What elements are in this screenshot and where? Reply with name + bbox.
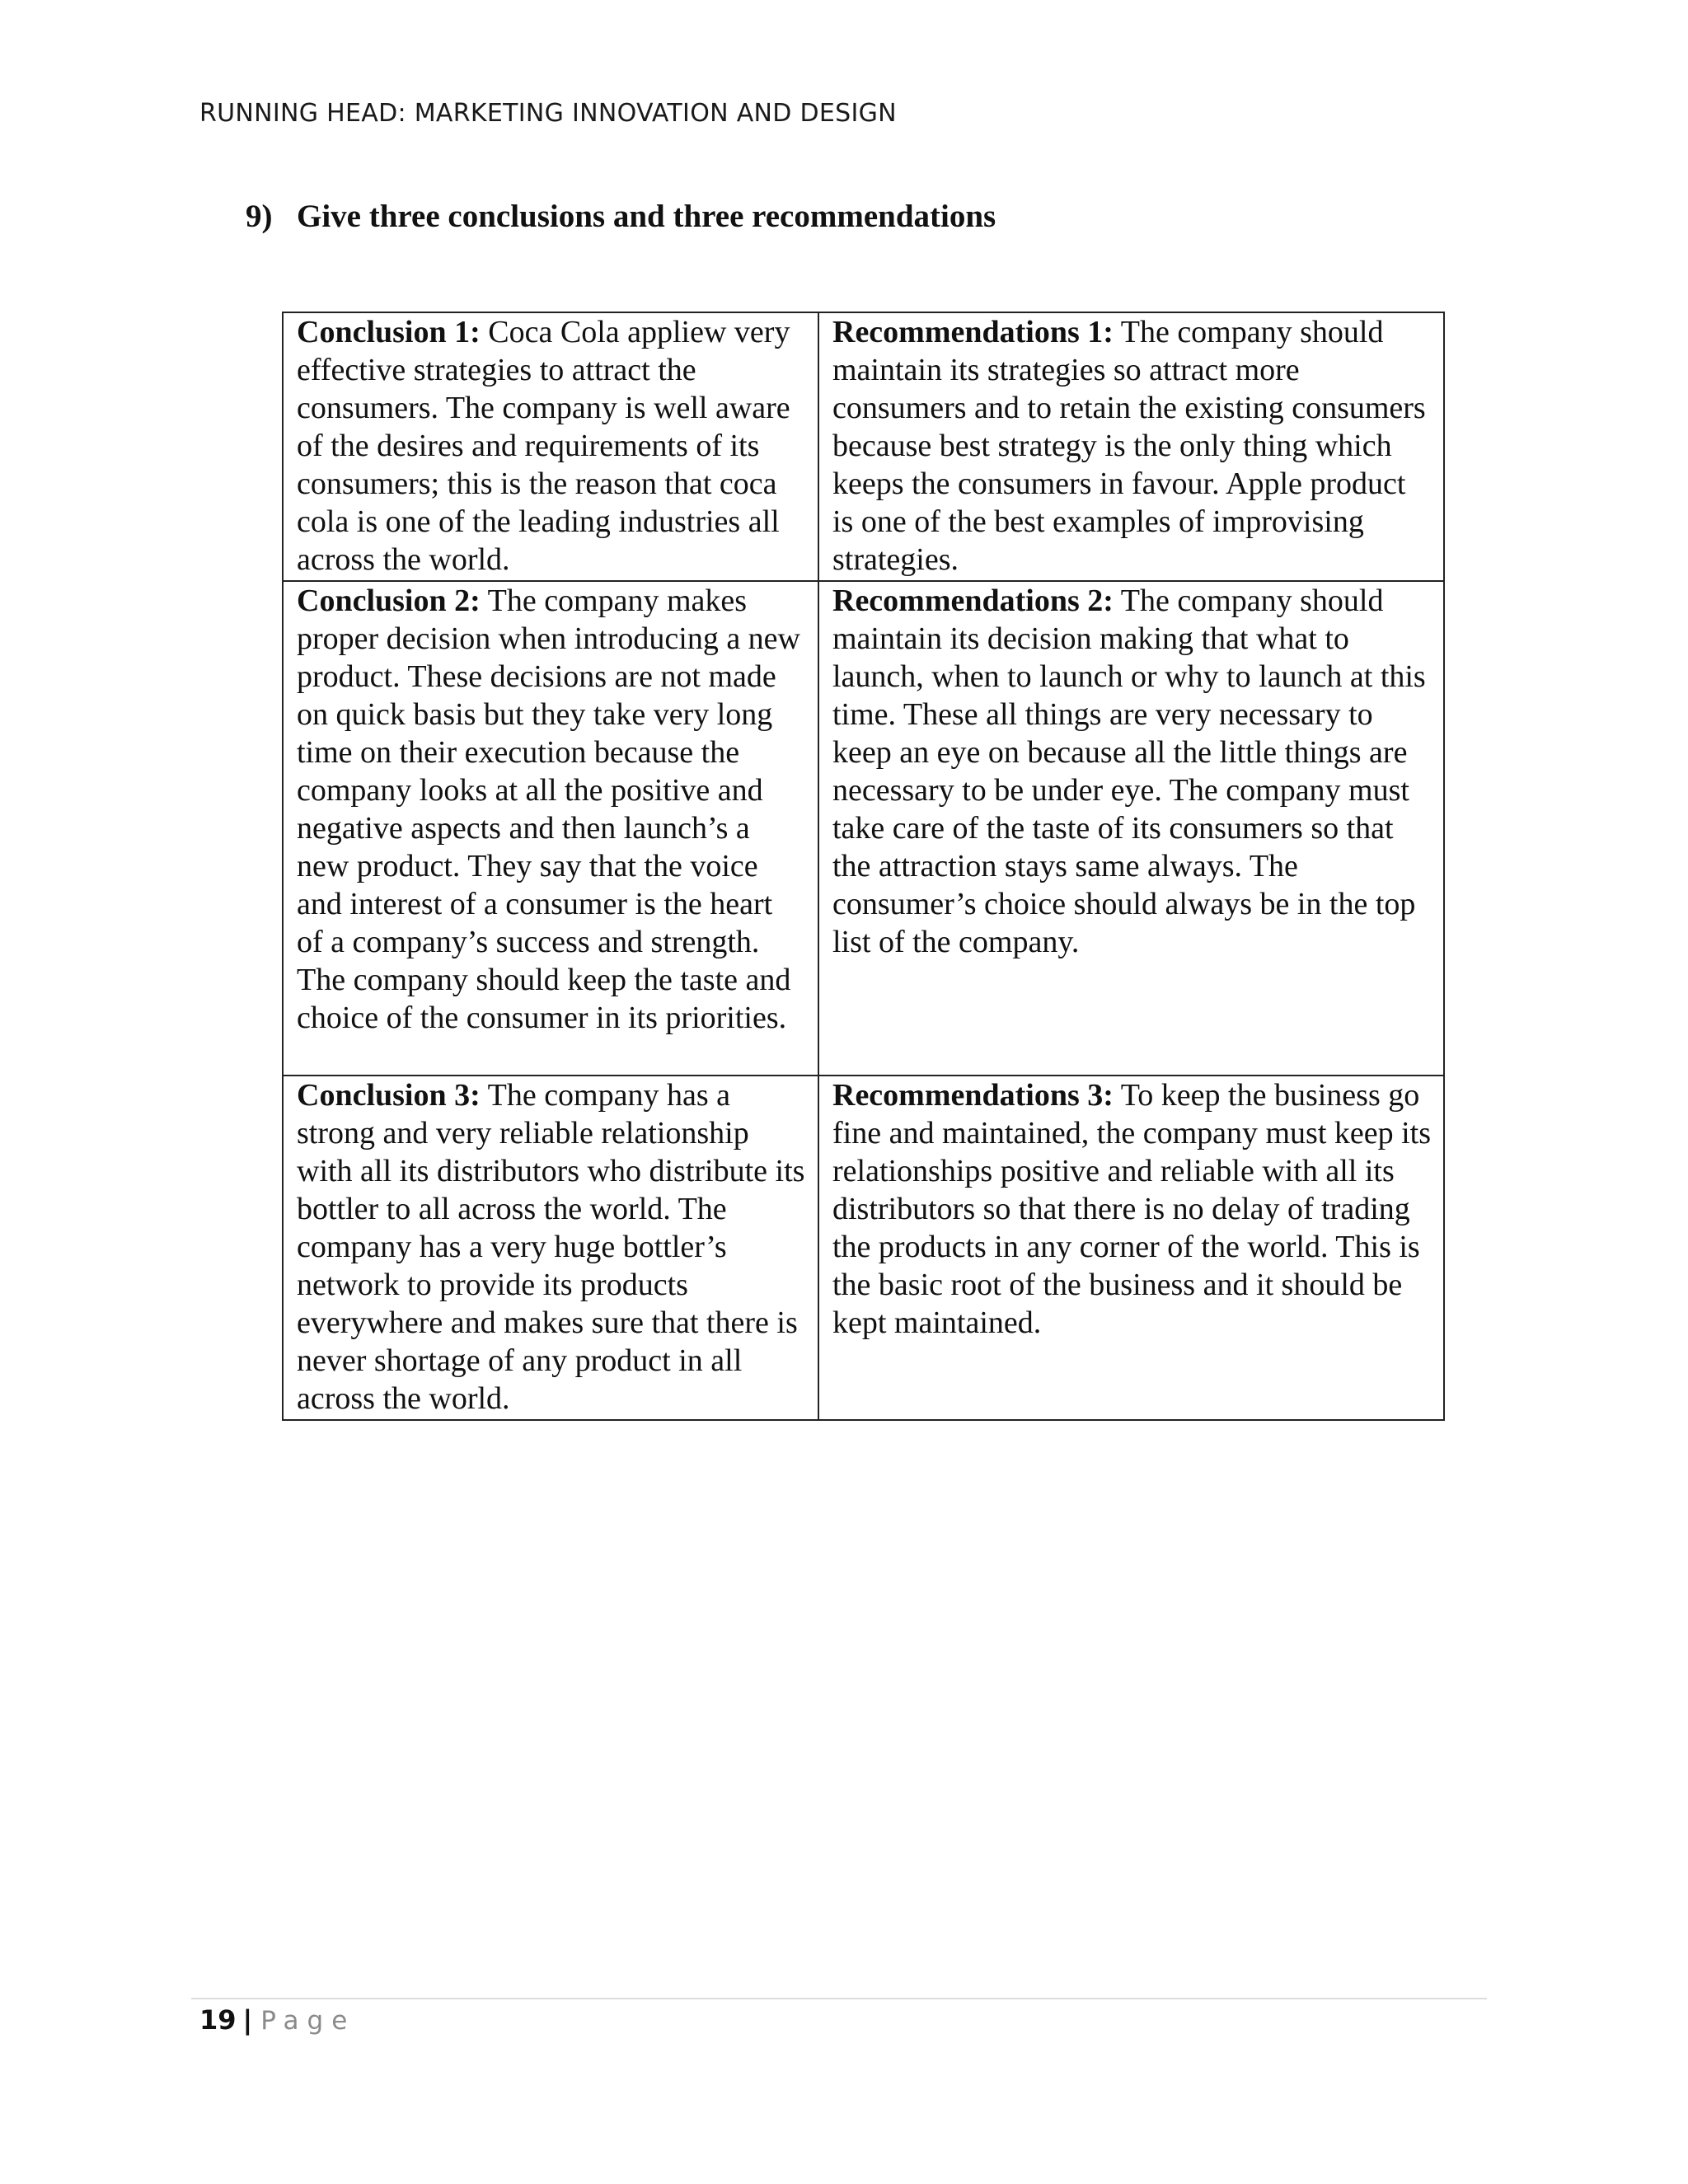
question-number: 9) [246, 199, 273, 234]
recommendation-label: Recommendations 2: [832, 583, 1114, 618]
page-word: Page [260, 2006, 356, 2036]
recommendation-cell [818, 581, 1444, 1076]
conclusion-text: The company makes proper decision when introducing a new product. These decisions are not made on quick basis but they take very long time on their execution because the company looks at all the positive and negative aspects and then launch’s a new product. They say that the voice and interest of a consumer is the heart of a company’s success and strength. The company should keep the taste and choice of the consumer in its priorities. [297, 583, 800, 1035]
recommendation-cell [818, 312, 1444, 581]
table-row [283, 581, 1444, 1076]
conclusion-text: Coca Cola appliew very effective strategies to attract the consumers. The company is well aware of the desires and requirements of its consumers; this is the reason that coca cola is one of the leading industries all across the world. [297, 315, 790, 577]
page-number: 19 [199, 2004, 237, 2036]
page-footer [199, 2004, 355, 2036]
recommendation-text: The company should maintain its strategies so attract more consumers and to retain the existing consumers because best strategy is the only thing which keeps the consumers in favour. Apple product is one of the best examples of improvising strategies. [832, 315, 1426, 577]
footer-separator: | [242, 2004, 253, 2036]
conclusion-label: Conclusion 1: [297, 315, 481, 349]
conclusion-label: Conclusion 2: [297, 583, 481, 618]
recommendation-cell [818, 1076, 1444, 1420]
footer-divider [191, 1998, 1487, 1999]
recommendation-label: Recommendations 1: [832, 315, 1114, 349]
recommendation-text: The company should maintain its decision making that what to launch, when to launch or why to launch at this time. These all things are very necessary to keep an eye on because all the little things are necessary to be under eye. The company must take care of the taste of its consumers so that the attraction stays same always. The consumer’s choice should always be in the top list of the company. [832, 583, 1426, 959]
running-head: RUNNING HEAD: MARKETING INNOVATION AND DESIGN [199, 99, 897, 128]
conclusion-cell [283, 581, 818, 1076]
table-row [283, 1076, 1444, 1420]
conclusions-recommendations-table [282, 312, 1445, 1421]
question-text: Give three conclusions and three recommendations [297, 199, 996, 234]
conclusion-cell [283, 312, 818, 581]
question-heading [246, 198, 996, 235]
recommendation-label: Recommendations 3: [832, 1078, 1114, 1113]
conclusion-text: The company has a strong and very reliable relationship with all its distributors who distribute its bottler to all across the world. The company has a very huge bottler’s network to provide its products everywhere and makes sure that there is never shortage of any product in all across the world. [297, 1078, 805, 1416]
conclusion-cell [283, 1076, 818, 1420]
table-row [283, 312, 1444, 581]
conclusion-label: Conclusion 3: [297, 1078, 481, 1113]
recommendation-text: To keep the business go fine and maintained, the company must keep its relationships positive and reliable with all its distributors so that there is no delay of trading the products in any corner of the world. This is the basic root of the business and it should be kept maintained. [832, 1078, 1432, 1340]
